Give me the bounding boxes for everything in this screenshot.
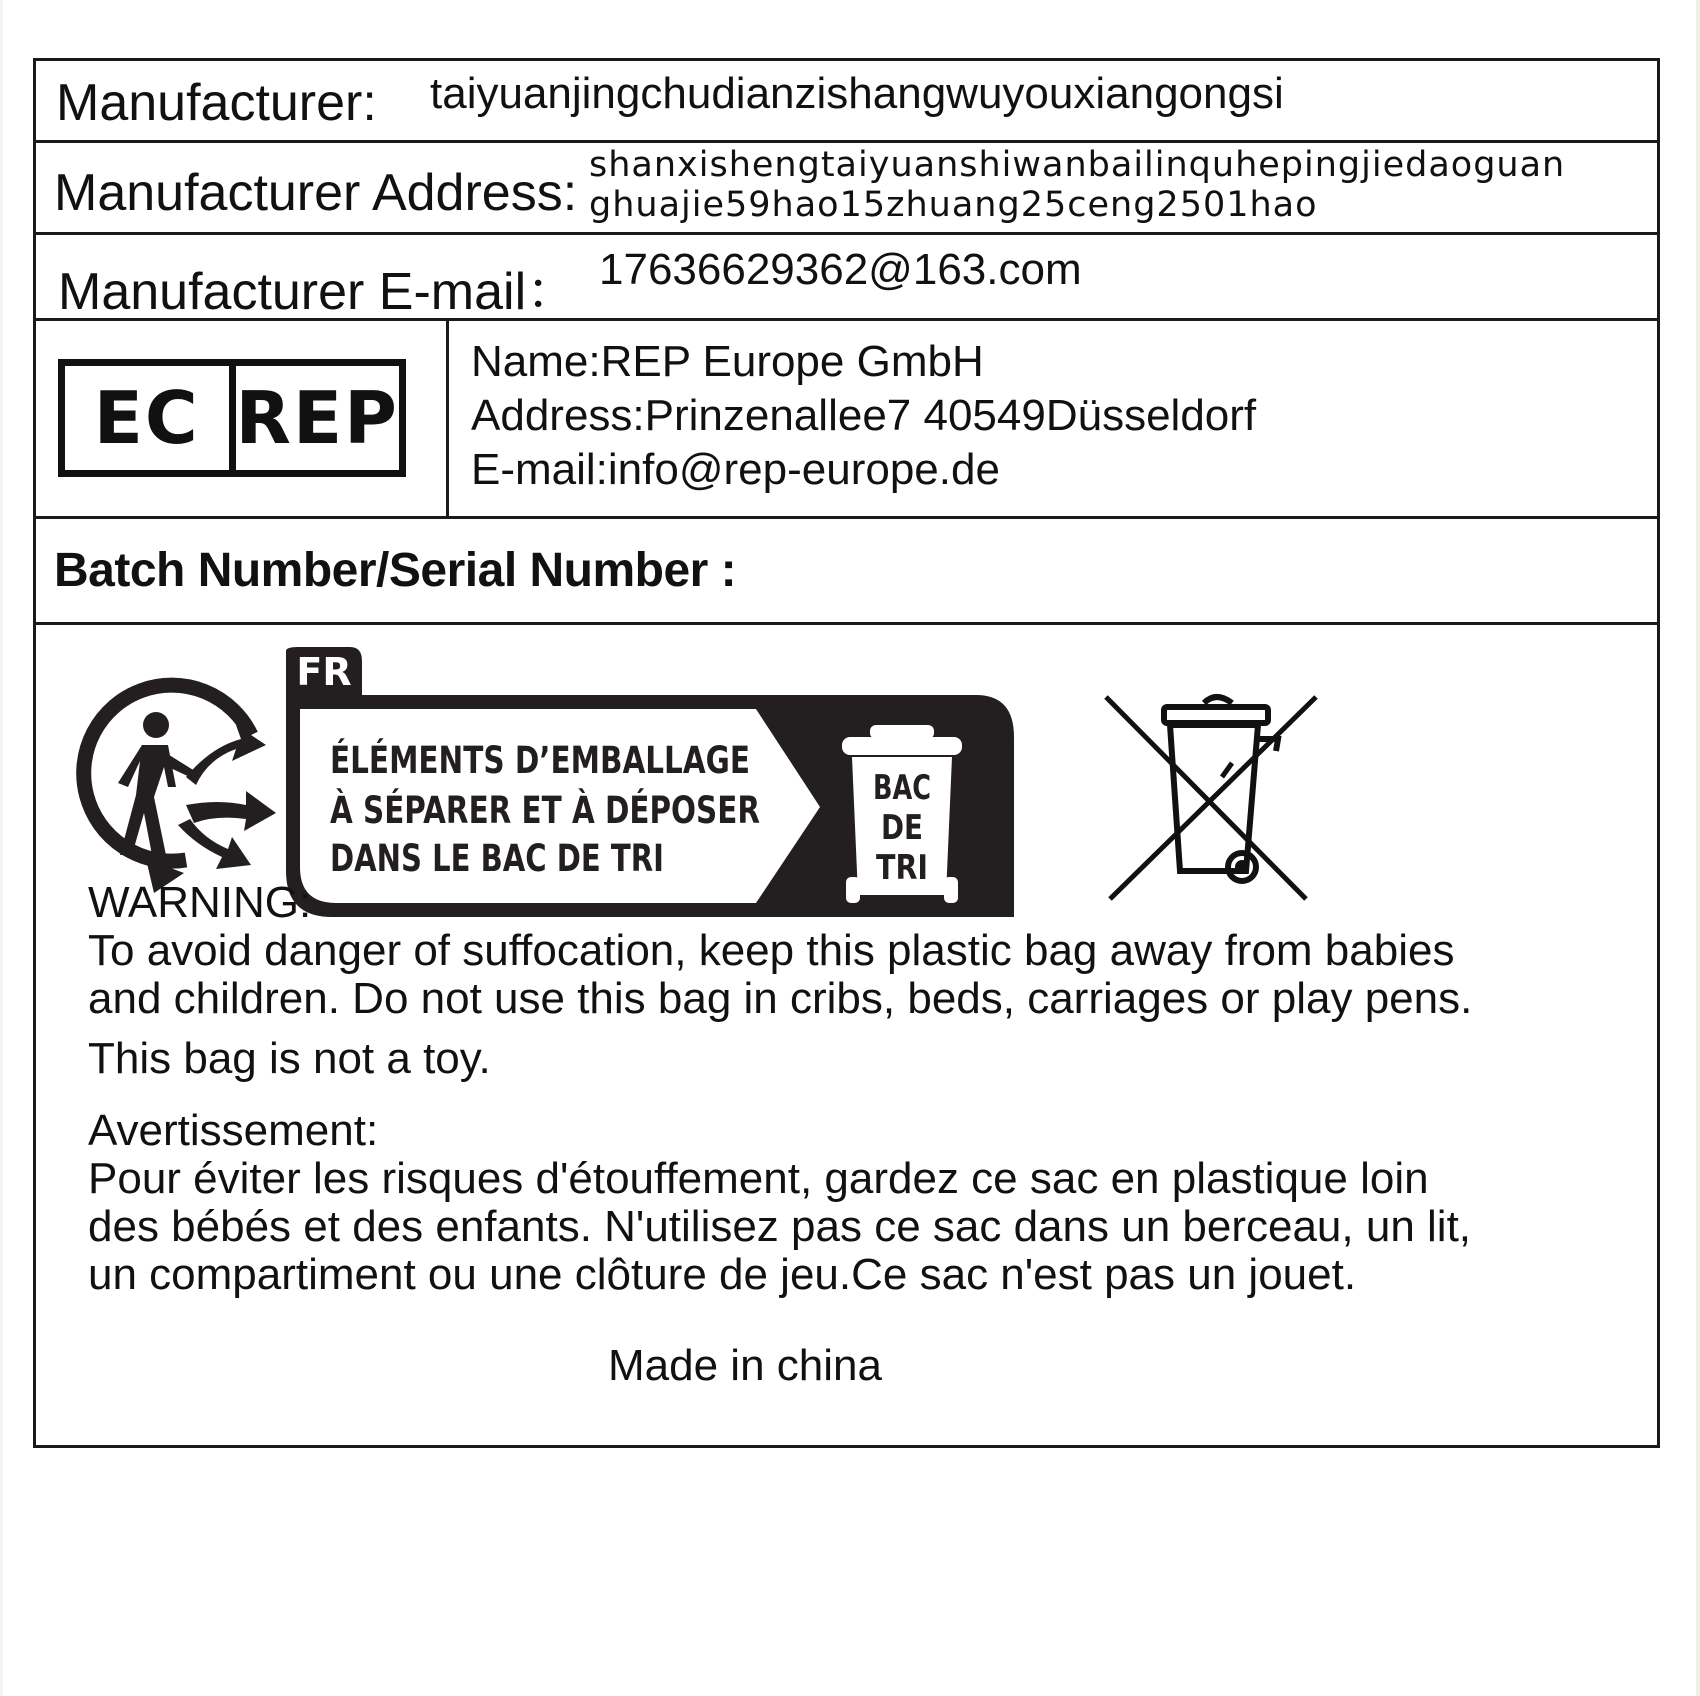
- warning-fr-line2: des bébés et des enfants. N'utilisez pas ce sac dans un berceau, un lit,: [88, 1202, 1472, 1251]
- triman-info-box: [286, 647, 1014, 917]
- warning-fr-heading: Avertissement:: [88, 1106, 379, 1155]
- address-row: [36, 143, 1657, 235]
- triman-country-code: FR: [296, 650, 352, 694]
- warning-en-line2: and children. Do not use this bag in cribs, beds, carriages or play pens.: [88, 974, 1473, 1023]
- triman-text-line3: DANS LE BAC DE TRI: [330, 837, 664, 880]
- warning-en-heading: WARNING:: [88, 878, 312, 927]
- email-value: 17636629362@163.com: [599, 245, 1082, 294]
- ec-rep-badge-right: REP: [235, 376, 399, 460]
- crossed-out-wheelie-bin-icon: [1106, 697, 1316, 899]
- address-value-line1: shanxishengtaiyuanshiwanbailinquhepingjiedaoguan: [589, 145, 1566, 185]
- warning-en-line1: To avoid danger of suffocation, keep this plastic bag away from babies: [88, 926, 1455, 975]
- triman-text-line1: ÉLÉMENTS D’EMBALLAGE: [330, 739, 858, 782]
- ec-rep-badge-left: EC: [93, 376, 200, 460]
- ec-rep-badge-divider: [229, 366, 236, 470]
- batch-label: Batch Number/Serial Number :: [54, 544, 737, 597]
- warning-en: [88, 879, 1472, 1083]
- manufacturer-row: [36, 61, 1657, 143]
- ec-rep-divider: [446, 321, 449, 516]
- batch-row: [36, 519, 1657, 625]
- warning-fr-line3: un compartiment ou une clôture de jeu.Ce sac n'est pas un jouet.: [88, 1250, 1357, 1299]
- ec-rep-email: E-mail:info@rep-europe.de: [471, 445, 1000, 494]
- bin-text-line2: DE: [881, 808, 923, 848]
- sorting-bin-icon: [842, 725, 962, 903]
- warning-fr-line1: Pour éviter les risques d'étouffement, gardez ce sac en plastique loin: [88, 1154, 1429, 1203]
- ec-rep-address: Address:Prinzenallee7 40549Düsseldorf: [471, 391, 1257, 440]
- ec-rep-row: [36, 321, 1657, 519]
- address-value-line2: ghuajie59hao15zhuang25ceng2501hao: [589, 185, 1318, 225]
- triman-recycle-icon: [84, 685, 276, 893]
- bin-text-line1: BAC: [873, 768, 931, 808]
- warning-en-line3: This bag is not a toy.: [88, 1034, 491, 1083]
- product-label: [33, 58, 1660, 1448]
- page-edge-left: [0, 0, 3, 1696]
- triman-text-line2: À SÉPARER ET À DÉPOSER: [330, 789, 871, 832]
- manufacturer-label: Manufacturer:: [56, 74, 377, 132]
- warning-fr: [88, 1107, 1471, 1299]
- email-label: Manufacturer E-mail：: [58, 263, 579, 321]
- bin-text-line3: TRI: [876, 848, 928, 888]
- page-edge-right: [1696, 0, 1700, 1696]
- email-row: [36, 235, 1657, 321]
- made-in-label: Made in china: [608, 1341, 882, 1390]
- manufacturer-value: taiyuanjingchudianzishangwuyouxiangongsi: [430, 69, 1284, 118]
- address-label: Manufacturer Address:: [54, 164, 578, 222]
- ec-rep-name: Name:REP Europe GmbH: [471, 337, 984, 386]
- ec-rep-badge: [58, 359, 406, 477]
